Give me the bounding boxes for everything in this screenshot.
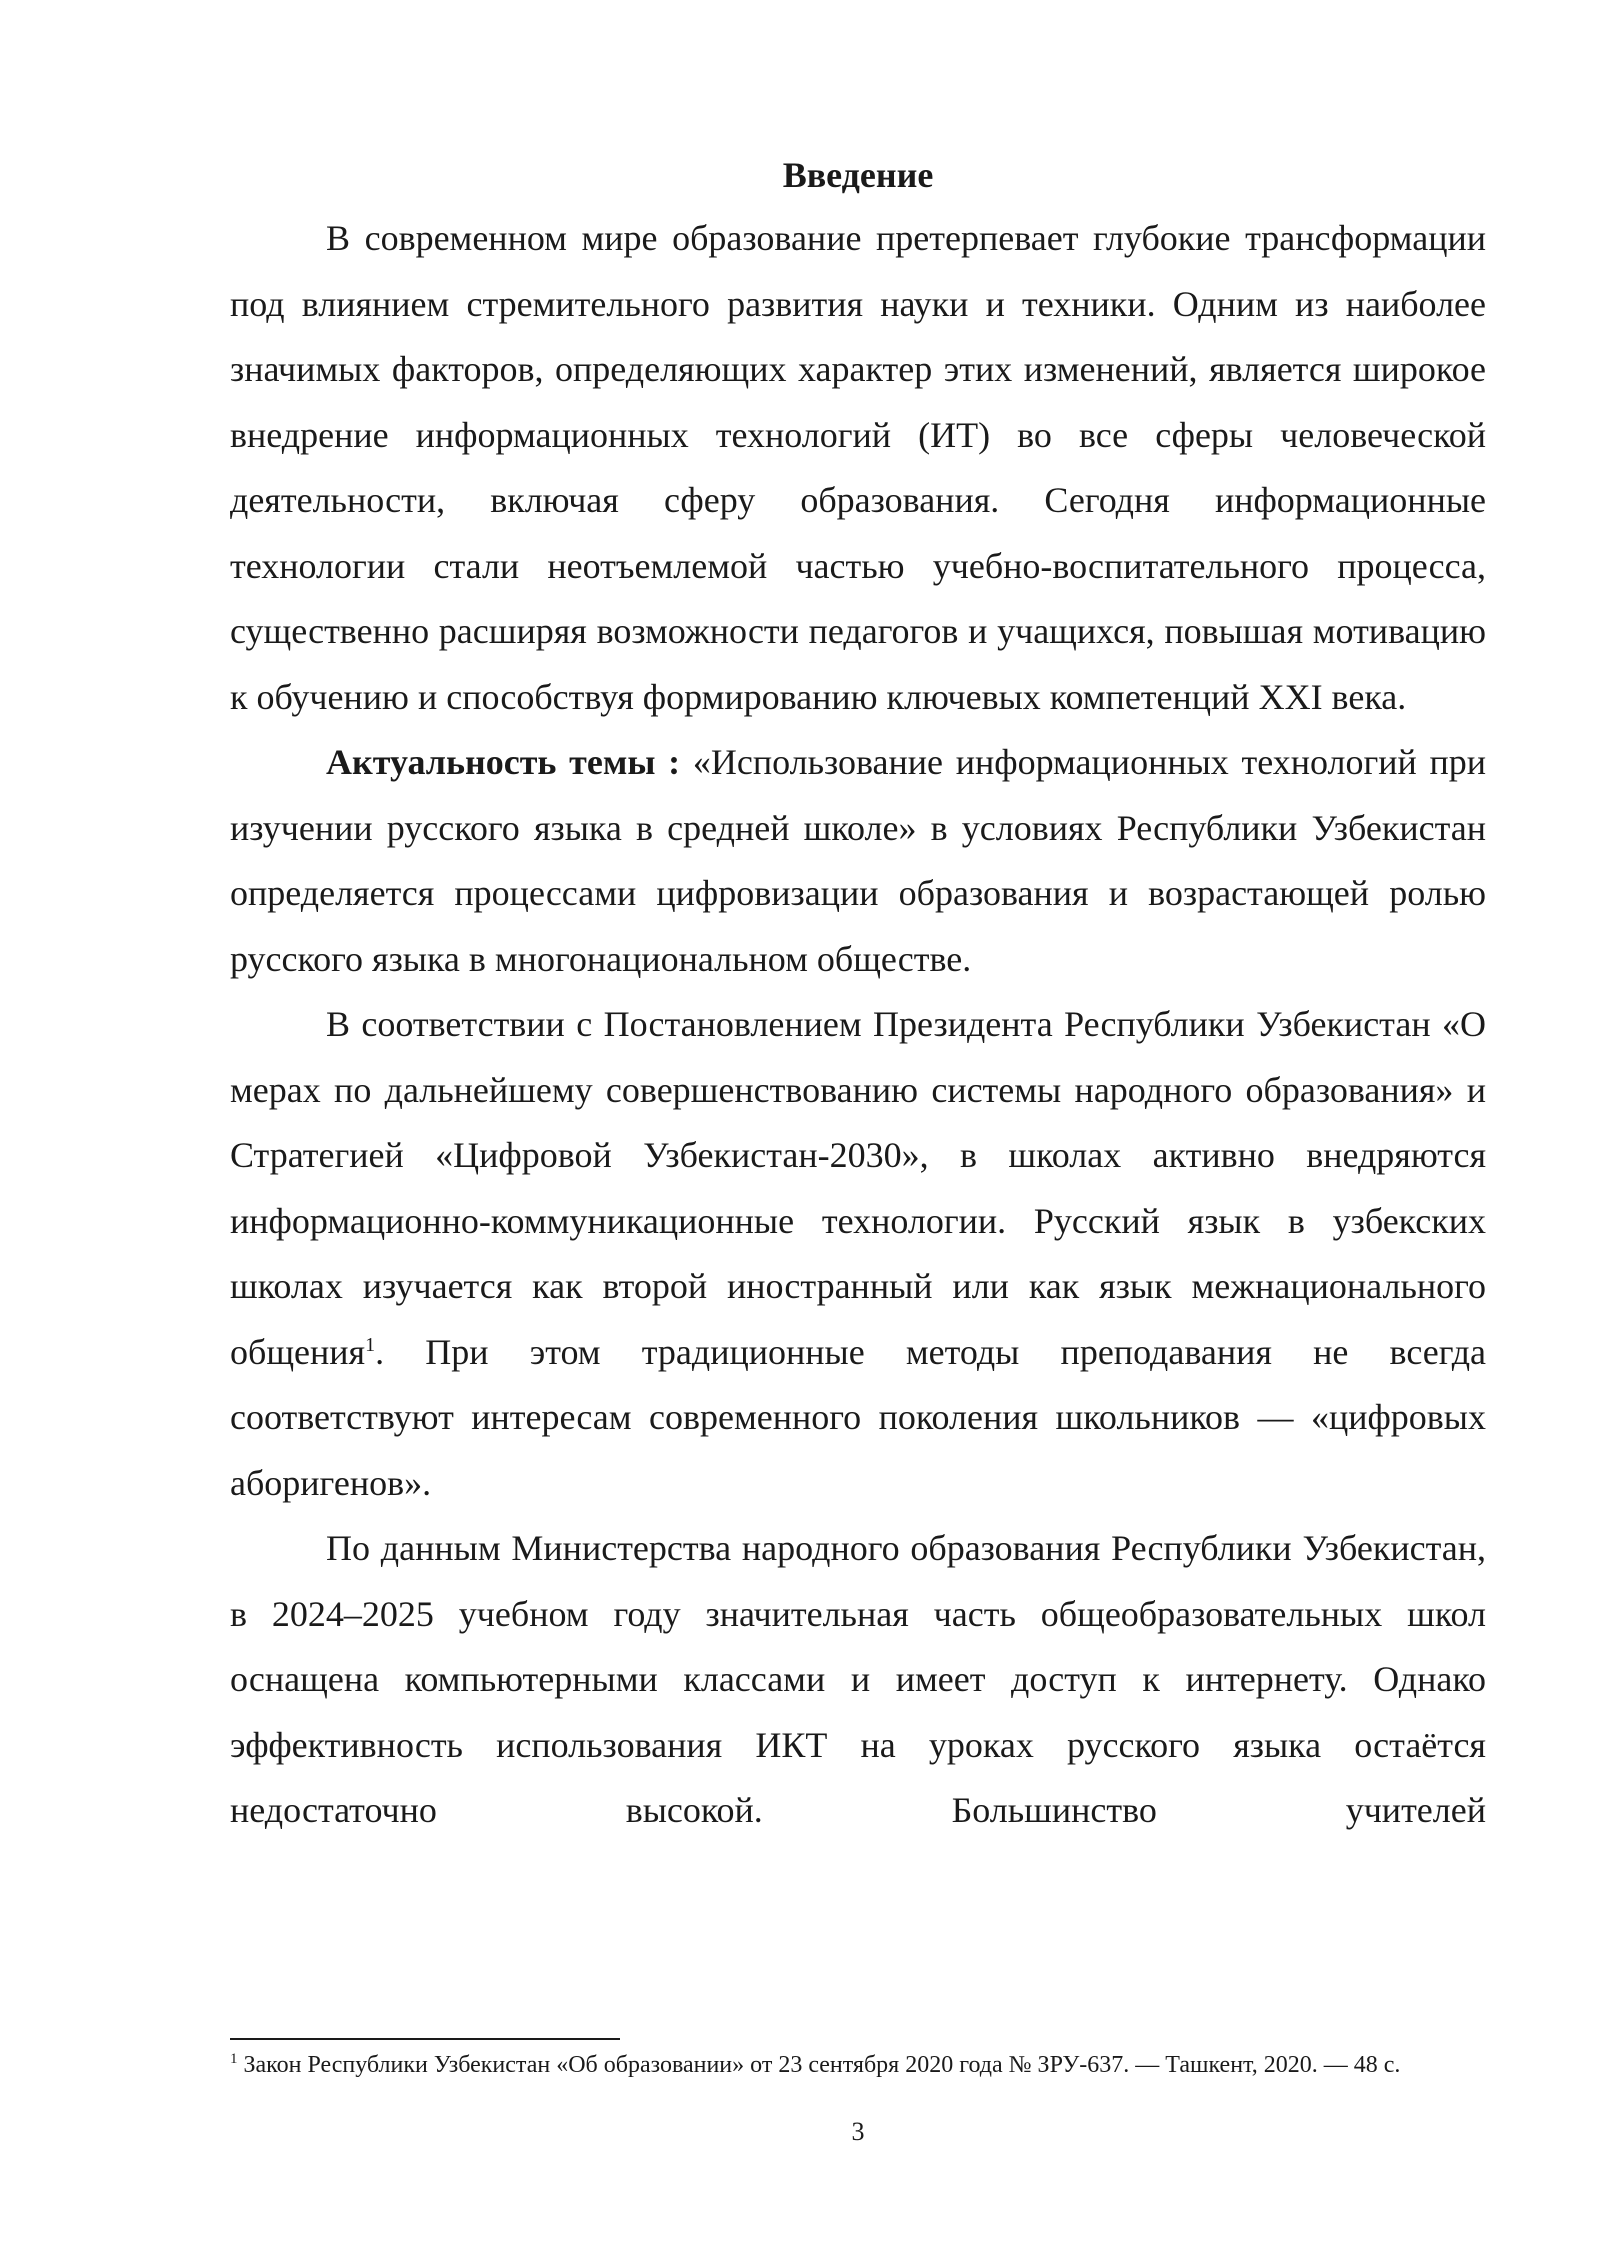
paragraph-decree-text-end: . При этом традиционные методы преподавания не всегда соответствуют интересам современного поколения школьников — «цифровых аборигенов». (230, 1331, 1486, 1503)
footnote-separator (230, 2038, 620, 2040)
relevance-lead: Актуальность темы : (326, 742, 681, 782)
paragraph-ministry-text: По данным Министерства народного образования Республики Узбекистан, в 2024–2025 учебном году значительная часть общеобразовательных школ оснащена компьютерными классами и имеет доступ к интернету. Однако эффективность использования ИКТ на уроках русского языка остаётся недостаточно высокой. Большинство учителей (230, 1528, 1486, 1830)
body-text (230, 206, 1486, 1844)
paragraph-decree-text-start: В соответствии с Постановлением Президента Республики Узбекистан «О мерах по дальнейшему совершенствованию системы народного образования» и Стратегией «Цифровой Узбекистан-2030», в школах активно внедряются информационно-коммуникационные технологии. Русский язык в узбекских школах изучается как второй иностранный или как язык межнационального общения (230, 1004, 1486, 1372)
paragraph-ministry (230, 1516, 1486, 1844)
section-heading: Введение (782, 155, 934, 195)
paragraph-relevance-text: «Использование информационных технологий при изучении русского языка в средней школе» в условиях Республики Узбекистан определяется процессами цифровизации образования и возрастающей ролью русского языка в многонациональном обществе. (230, 742, 1486, 979)
footnote-text: Закон Республики Узбекистан «Об образовании» от 23 сентября 2020 года № ЗРУ-637. — Ташкент, 2020. — 48 с. (243, 2052, 1401, 2078)
footnote-number: 1 (230, 2051, 238, 2067)
page-number: 3 (851, 2117, 865, 2146)
paragraph-relevance (230, 730, 1486, 992)
paragraph-intro-text: В современном мире образование претерпевает глубокие трансформации под влиянием стремительного развития науки и техники. Одним из наиболее значимых факторов, определяющих характер этих изменений, является широкое внедрение информационных технологий (ИТ) во все сферы человеческой деятельности, включая сферу образования. Сегодня информационные технологии стали неотъемлемой частью учебно-воспитательного процесса, существенно расширяя возможности педагогов и учащихся, повышая мотивацию к обучению и способствуя формированию ключевых компетенций XXI века. (230, 218, 1486, 717)
paragraph-decree (230, 992, 1486, 1516)
footnote-reference[interactable]: 1 (365, 1333, 376, 1356)
footnote (230, 2050, 1486, 2081)
paragraph-intro (230, 206, 1486, 730)
